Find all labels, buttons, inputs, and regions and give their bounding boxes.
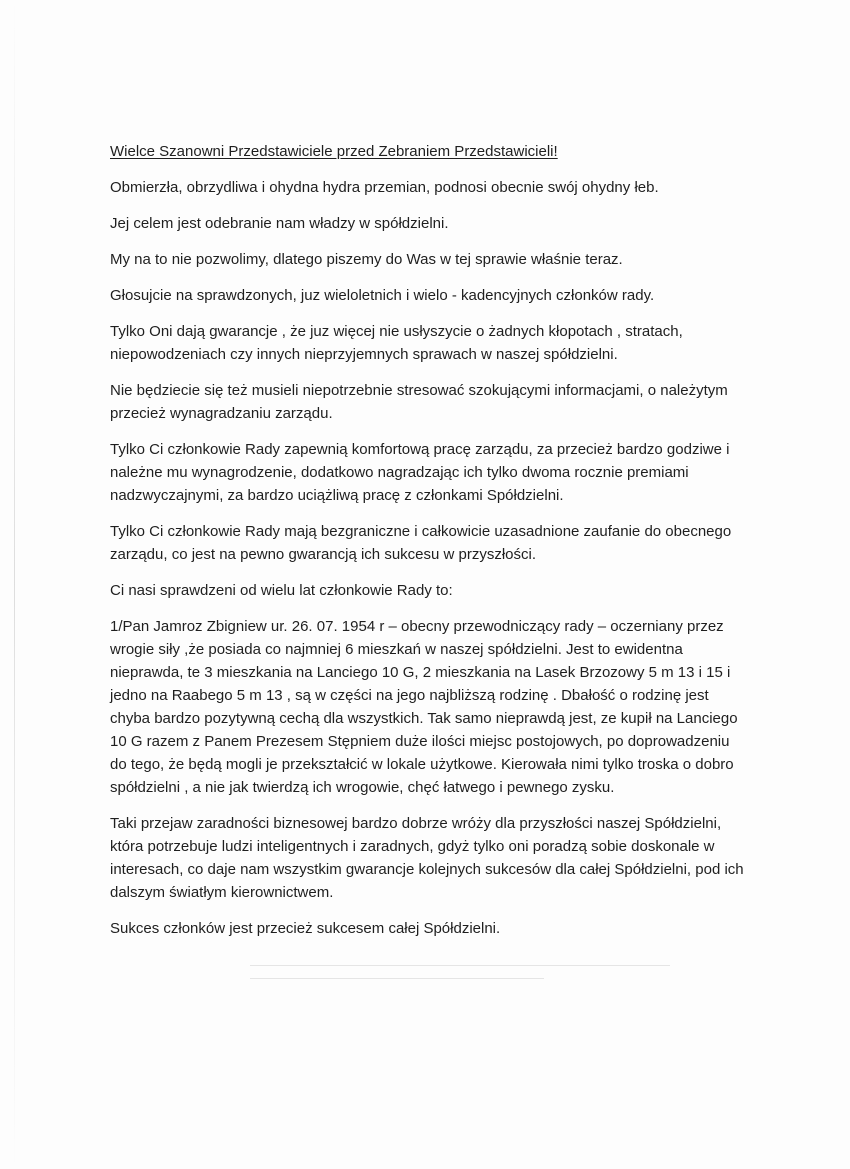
paragraph-we-will-not-allow: My na to nie pozwolimy, dlatego piszemy do Was w tej sprawie właśnie teraz. bbox=[110, 251, 623, 268]
scan-edge-shadow bbox=[14, 0, 15, 1169]
paragraph-comfortable-work: Tylko Ci członkowie Rady zapewnią komfortową pracę zarządu, za przecież bardzo godziwe i należne mu wynagrodzenie, dodatkowo nagradzając ich tylko dwoma rocznie premiami nadzwyczajnymi, za bardzo uciążliwą pracę z członkami Spółdzielni. bbox=[110, 441, 730, 504]
paragraph-vote: Głosujcie na sprawdzonych, juz wieloletnich i wielo - kadencyjnych członków rady. bbox=[110, 287, 655, 304]
paragraph-no-stress: Nie będziecie się też musieli niepotrzebnie stresować szokującymi informacjami, o należytym przecież wynagradzaniu zarządu. bbox=[110, 382, 728, 422]
paragraph-goal: Jej celem jest odebranie nam władzy w spółdzielni. bbox=[110, 215, 449, 232]
paragraph-business: Taki przejaw zaradności biznesowej bardzo dobrze wróży dla przyszłości naszej Spółdzielni, która potrzebuje ludzi inteligentnych i zaradnych, gdyż tylko oni poradzą sobie doskonale w interesach, co daje nam wszystkim gwarancje kolejnych sukcesów dla całej Spółdzielni, pod ich dalszym światłym kierownictwem. bbox=[110, 815, 744, 901]
paragraph-success: Sukces członków jest przecież sukcesem całej Spółdzielni. bbox=[110, 920, 501, 937]
paragraph-members-intro: Ci nasi sprawdzeni od wielu lat członkowie Rady to: bbox=[110, 582, 453, 599]
paragraph-guarantee: Tylko Oni dają gwarancje , że juz więcej nie usłyszycie o żadnych kłopotach , stratach, niepowodzeniach czy innych nieprzyjemnych sprawach w naszej spółdzielni. bbox=[110, 323, 683, 363]
faint-line bbox=[250, 965, 670, 966]
paragraph-hydra: Obmierzła, obrzydliwa i ohydna hydra przemian, podnosi obecnie swój ohydny łeb. bbox=[110, 179, 659, 196]
letter-heading: Wielce Szanowni Przedstawiciele przed Zebraniem Przedstawicieli! bbox=[110, 143, 558, 160]
faint-show-through bbox=[250, 965, 670, 991]
letter-body bbox=[110, 140, 750, 953]
paragraph-member-1: 1/Pan Jamroz Zbigniew ur. 26. 07. 1954 r – obecny przewodniczący rady – oczerniany przez wrogie siły ,że posiada co najmniej 6 mieszkań w naszej spółdzielni. Jest to ewidentna nieprawda, te 3 mieszkania na Lanciego 10 G, 2 mieszkania na Lasek Brzozowy 5 m 13 i 15 i jedno na Raabego 5 m 13 , są w części na jego najbliższą rodzinę . Dbałość o rodzinę jest chyba bardzo pozytywną cechą dla wszystkich. Tak samo nieprawdą jest, ze kupił na Lanciego 10 G razem z Panem Prezesem Stępniem duże ilości miejsc postojowych, po doprowadzeniu do tego, że będą mogli je przekształcić w lokale użytkowe. Kierowała nimi tylko troska o dobro spółdzielni , a nie jak twierdzą ich wrogowie, chęć łatwego i pewnego zysku. bbox=[110, 618, 738, 796]
paragraph-trust: Tylko Ci członkowie Rady mają bezgraniczne i całkowicie uzasadnione zaufanie do obecnego zarządu, co jest na pewno gwarancją ich sukcesu w przyszłości. bbox=[110, 523, 732, 563]
faint-line bbox=[250, 978, 544, 979]
